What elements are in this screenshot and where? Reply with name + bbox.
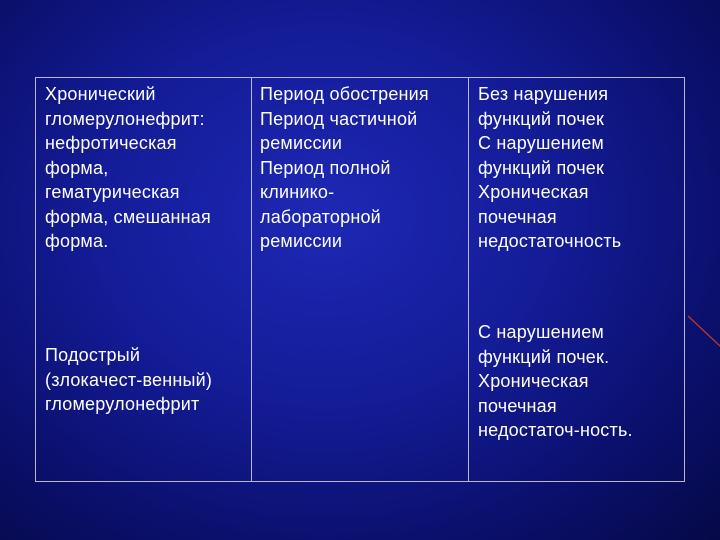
cell-line: функций почек [478,157,605,178]
cell-line: Период обострения [260,84,429,104]
column-divider [251,78,252,481]
cell-line: форма, смешанная [45,206,211,227]
cell-line: гломерулонефрит [45,394,200,414]
cell-line: форма. [45,231,109,251]
cell-line: С нарушением [478,322,604,342]
cell-line: гломерулонефрит: [45,108,205,129]
cell-line: Подострый [45,345,141,365]
cell-line: Без нарушения [478,84,609,104]
cell-line: гематурическая [45,182,180,202]
decorative-line [680,312,720,352]
cell-line: С нарушением [478,133,604,153]
cell-line: Хронический [45,84,156,104]
cell-line: недостаточ-ность. [478,420,633,440]
cell-line: форма, [45,157,109,178]
cell-kidney-function-subacute [478,320,633,443]
cell-line: клинико- [260,182,335,202]
cell-line: (злокачест-венный) [45,369,213,390]
cell-line: функций почек [478,108,605,129]
cell-line: Период частичной [260,108,418,129]
cell-periods [260,82,429,254]
column-divider [468,78,469,481]
cell-line: недостаточность [478,231,622,251]
cell-kidney-function-chronic [478,82,621,254]
cell-line: ремиссии [260,231,343,251]
cell-line: почечная [478,395,557,416]
cell-line: Хроническая [478,371,589,391]
cell-line: ремиссии [260,133,343,153]
cell-subacute-gn [45,343,212,417]
cell-line: почечная [478,206,557,227]
cell-line: нефротическая [45,133,177,153]
cell-line: Период полной [260,157,391,178]
cell-chronic-gn-forms [45,82,211,254]
cell-line: лабораторной [260,206,381,227]
cell-line: Хроническая [478,182,589,202]
cell-line: функций почек. [478,346,610,367]
